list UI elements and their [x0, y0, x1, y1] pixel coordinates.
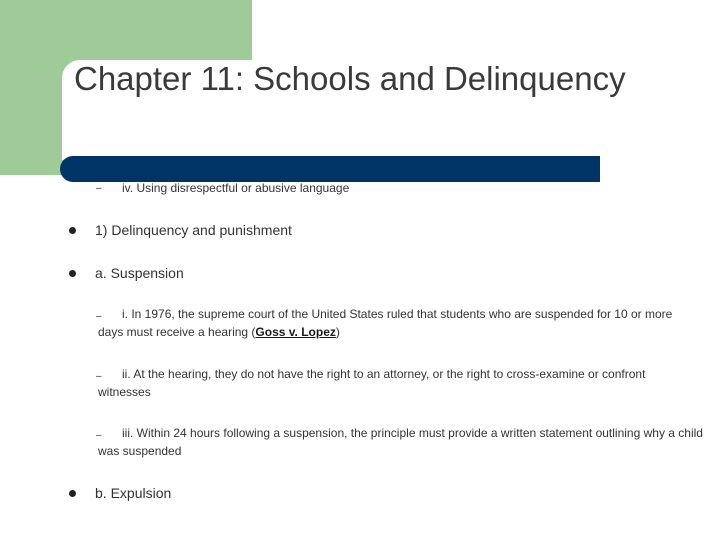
item-ii-text: ii. At the hearing, they do not have the right to an attorney, or the right to cross-examine or confront witnesses	[98, 367, 646, 399]
dash-marker-ii: –	[96, 371, 102, 382]
item-expulsion: b. Expulsion	[95, 485, 172, 501]
case-link-goss-v-lopez[interactable]: Goss v. Lopez	[255, 325, 336, 339]
item-iv-text: iv. Using disrespectful or abusive language	[122, 181, 350, 195]
dash-marker-iv: –	[96, 183, 102, 194]
item-iii-text: iii. Within 24 hours following a suspension, the principle must provide a written statement outlining why a child was suspended	[98, 426, 703, 458]
dash-marker-i: –	[96, 311, 102, 322]
item-delinquency: 1) Delinquency and punishment	[95, 222, 292, 238]
dash-marker-iii: –	[96, 430, 102, 441]
bullet-delinquency	[69, 227, 76, 234]
item-i-text-after: )	[335, 325, 340, 339]
item-i-text	[98, 305, 698, 341]
item-suspension: a. Suspension	[95, 265, 184, 281]
bullet-expulsion	[69, 490, 76, 497]
page-title: Chapter 11: Schools and Delinquency	[74, 60, 626, 97]
item-i-text-before: i. In 1976, the supreme court of the United States ruled that students who are suspended for 10 or more days must receive a hearing (	[98, 307, 673, 339]
bullet-suspension	[69, 270, 76, 277]
